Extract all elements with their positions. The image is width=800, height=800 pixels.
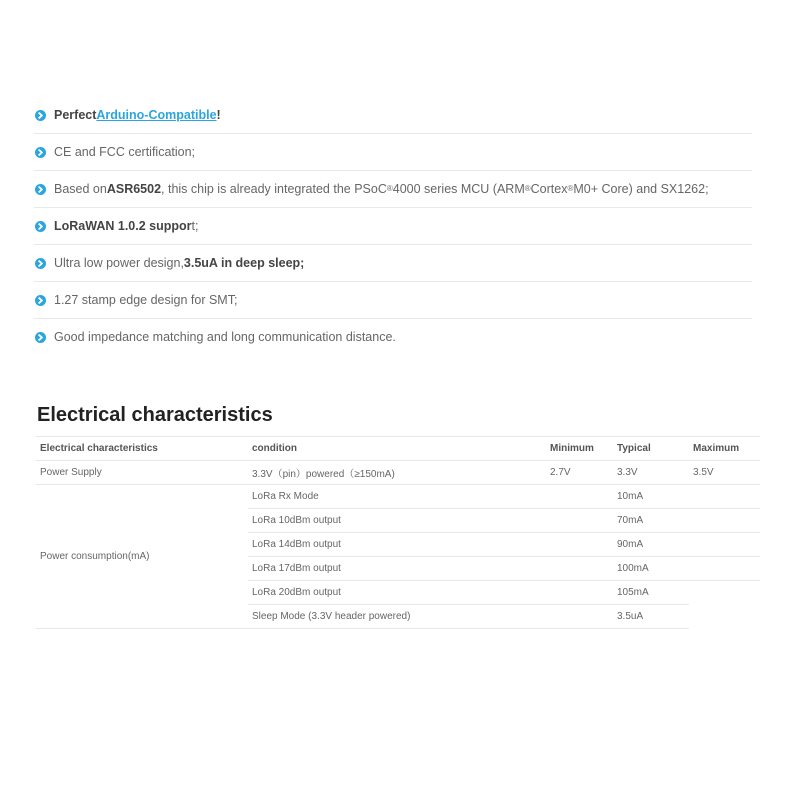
typical-cell: 105mA <box>613 581 689 605</box>
condition-cell: LoRa 17dBm output <box>248 557 546 581</box>
column-header: Maximum <box>689 437 760 461</box>
minimum-cell <box>546 509 613 533</box>
feature-text: Ultra low power design, <box>54 256 184 270</box>
chevron-right-icon <box>35 332 46 343</box>
typical-cell: 70mA <box>613 509 689 533</box>
typical-cell: 90mA <box>613 533 689 557</box>
section-title: Electrical characteristics <box>37 404 273 426</box>
feature-text: Perfect <box>54 108 97 122</box>
feature-text: 1.27 stamp edge design for SMT; <box>54 293 238 307</box>
maximum-cell <box>689 533 760 557</box>
minimum-cell <box>546 605 613 629</box>
row-label: Power Supply <box>36 461 248 485</box>
column-header: Typical <box>613 437 689 461</box>
feature-text: Cortex <box>530 182 568 196</box>
chip-name: ASR6502 <box>106 182 162 196</box>
table-row <box>36 485 760 509</box>
minimum-cell <box>546 533 613 557</box>
chevron-right-icon <box>35 295 46 306</box>
condition-cell: 3.3V（pin）powered（≥150mA) <box>248 461 546 485</box>
minimum-cell <box>546 485 613 509</box>
feature-arduino-compatible <box>34 97 752 134</box>
condition-cell: LoRa 14dBm output <box>248 533 546 557</box>
maximum-cell: 3.5V <box>689 461 760 485</box>
chevron-right-icon <box>35 147 46 158</box>
feature-chip: Based on ASR6502 , this chip is already integrated the PSoC ® 4000 series MCU (ARM ® Cortex ® M0+ Core) and SX1262; <box>34 171 752 208</box>
minimum-cell: 2.7V <box>546 461 613 485</box>
row-label: Power consumption(mA) <box>36 485 248 629</box>
chevron-right-icon <box>35 221 46 232</box>
condition-cell: LoRa 10dBm output <box>248 509 546 533</box>
feature-text: Good impedance matching and long communication distance. <box>54 330 396 344</box>
feature-lorawan <box>34 208 752 245</box>
feature-text: 3.5uA in deep sleep; <box>183 256 305 270</box>
typical-cell: 10mA <box>613 485 689 509</box>
maximum-cell <box>689 605 760 629</box>
table-header-row <box>36 437 760 461</box>
feature-text: M0+ Core) and SX1262; <box>573 182 709 196</box>
chevron-right-icon <box>35 110 46 121</box>
minimum-cell <box>546 581 613 605</box>
column-header: condition <box>248 437 546 461</box>
chevron-right-icon <box>35 184 46 195</box>
typical-cell: 100mA <box>613 557 689 581</box>
feature-text: LoRaWAN 1.0.2 suppor <box>54 219 192 233</box>
typical-cell: 3.3V <box>613 461 689 485</box>
maximum-cell <box>689 485 760 509</box>
arduino-compatible-link[interactable]: Arduino-Compatible <box>96 108 217 122</box>
feature-stamp-edge <box>34 282 752 319</box>
feature-list <box>34 97 752 355</box>
column-header: Electrical characteristics <box>36 437 248 461</box>
feature-impedance <box>34 319 752 355</box>
feature-text: 4000 series MCU (ARM <box>392 182 525 196</box>
condition-cell: LoRa 20dBm output <box>248 581 546 605</box>
feature-text: Based on <box>54 182 107 196</box>
feature-certification <box>34 134 752 171</box>
minimum-cell <box>546 557 613 581</box>
feature-text: CE and FCC certification; <box>54 145 196 159</box>
feature-text: ! <box>216 108 221 122</box>
table-row <box>36 461 760 485</box>
condition-cell: LoRa Rx Mode <box>248 485 546 509</box>
condition-cell: Sleep Mode (3.3V header powered) <box>248 605 546 629</box>
electrical-table <box>36 436 760 629</box>
maximum-cell <box>689 509 760 533</box>
maximum-cell <box>689 581 760 605</box>
column-header: Minimum <box>546 437 613 461</box>
typical-cell: 3.5uA <box>613 605 689 629</box>
feature-text: t; <box>191 219 199 233</box>
chevron-right-icon <box>35 258 46 269</box>
feature-low-power <box>34 245 752 282</box>
maximum-cell <box>689 557 760 581</box>
feature-text: , this chip is already integrated the PSoC <box>161 182 387 196</box>
